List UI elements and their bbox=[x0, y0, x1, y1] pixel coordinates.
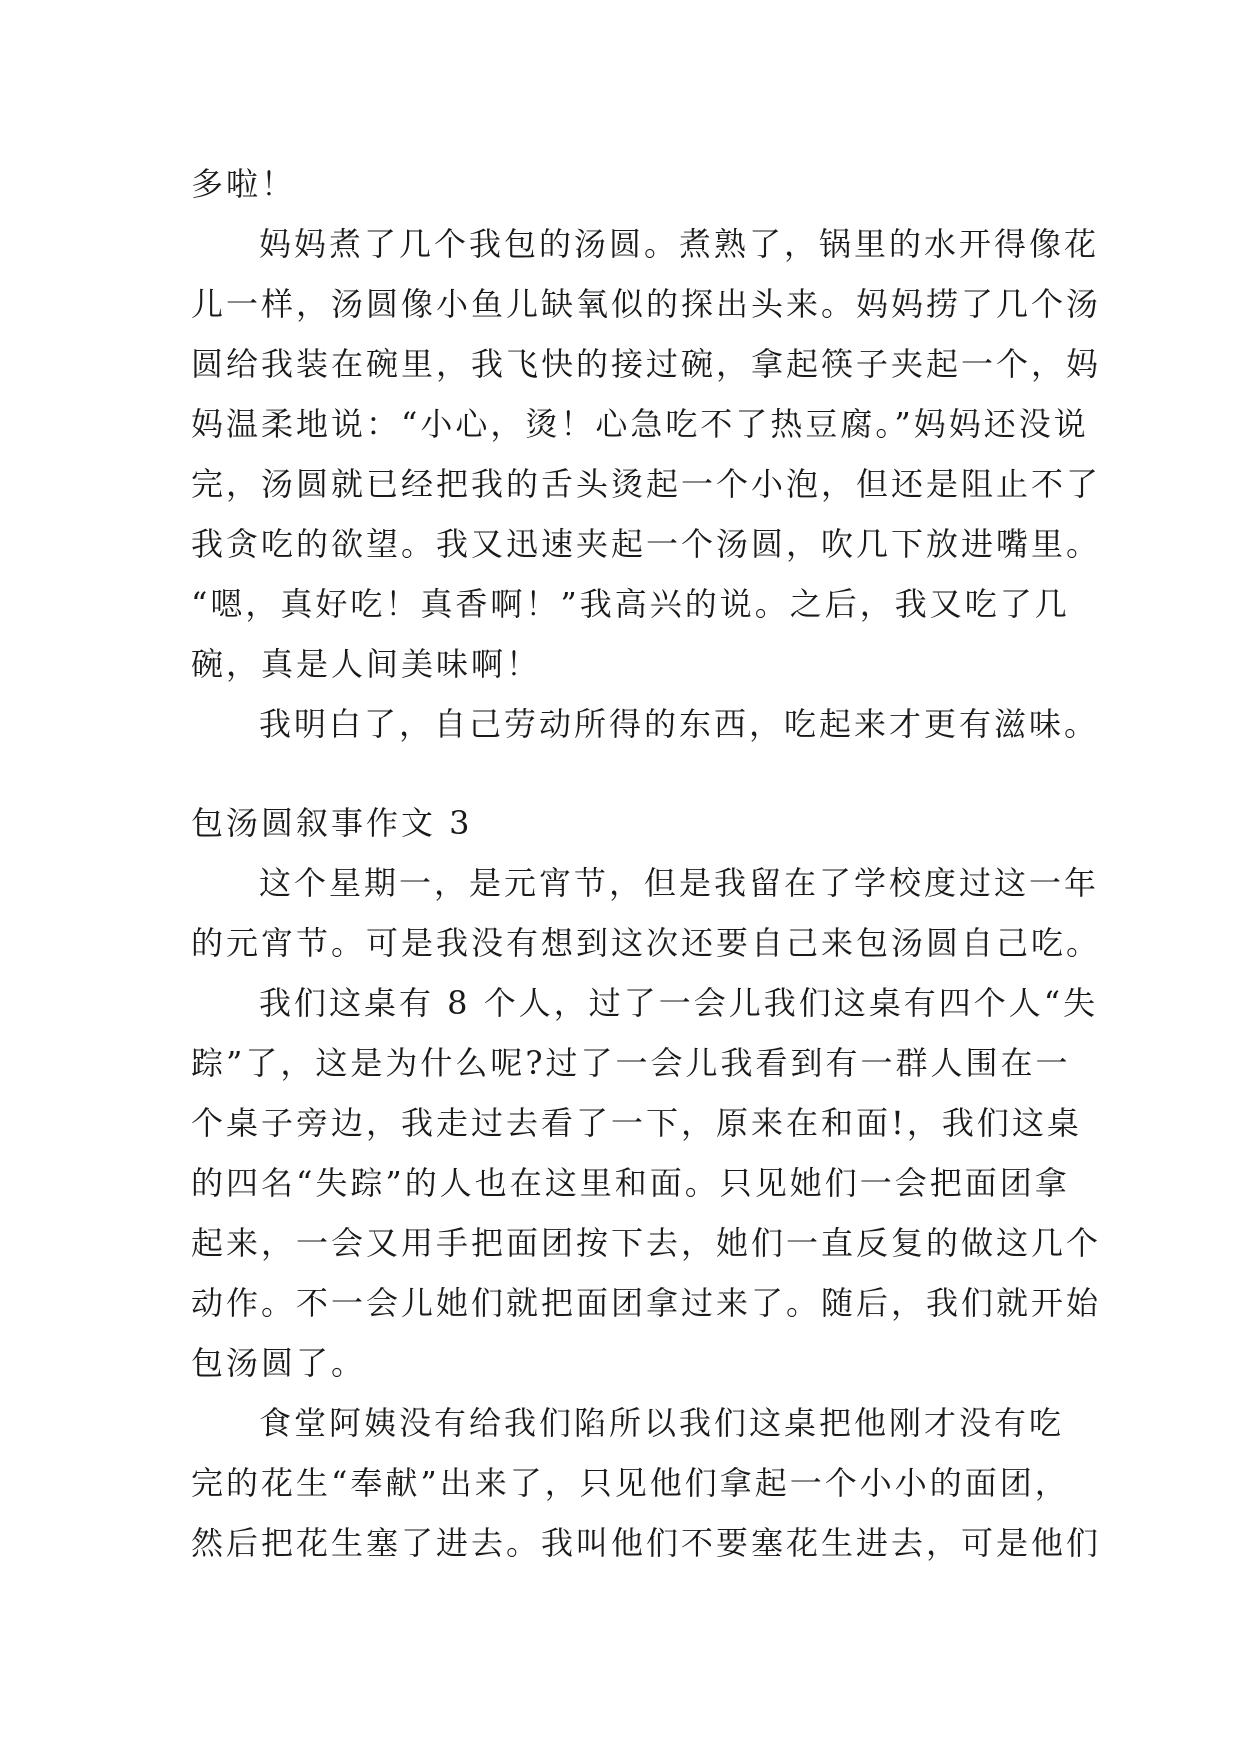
paragraph-start-line: 我明白了，自己劳动所得的东西，吃起来才更有滋味。 bbox=[259, 705, 1100, 743]
text-line: 包汤圆了。 bbox=[191, 1344, 367, 1382]
text-line: 我贪吃的欲望。我又迅速夹起一个汤圆，吹几下放进嘴里。 bbox=[191, 525, 1102, 563]
section-2-text bbox=[191, 793, 1102, 1573]
paragraph-start-line: 我们这桌有 8 个人，过了一会儿我们这桌有四个人“失 bbox=[259, 984, 1099, 1022]
text-line: 妈温柔地说：“小心，烫！心急吃不了热豆腐。”妈妈还没说 bbox=[191, 405, 1089, 443]
text-line: 的元宵节。可是我没有想到这次还要自己来包汤圆自己吃。 bbox=[191, 924, 1102, 962]
text-line: 完，汤圆就已经把我的舌头烫起一个小泡，但还是阻止不了 bbox=[191, 465, 1102, 503]
text-line: 圆给我装在碗里，我飞快的接过碗，拿起筷子夹起一个，妈 bbox=[191, 345, 1102, 383]
paragraph-start-line: 妈妈煮了几个我包的汤圆。煮熟了，锅里的水开得像花 bbox=[259, 225, 1100, 263]
paragraph-start-line: 食堂阿姨没有给我们陷所以我们这桌把他刚才没有吃 bbox=[259, 1404, 1065, 1442]
text-line: 完的花生“奉献”出来了，只见他们拿起一个小小的面团， bbox=[191, 1464, 1070, 1502]
text-line: 踪”了，这是为什么呢?过了一会儿我看到有一群人围在一 bbox=[191, 1044, 1071, 1082]
text-line: 碗，真是人间美味啊！ bbox=[191, 645, 542, 683]
section-1-text bbox=[191, 154, 1102, 754]
section-title: 包汤圆叙事作文 3 bbox=[191, 804, 473, 842]
text-line: 起来，一会又用手把面团按下去，她们一直反复的做这几个 bbox=[191, 1224, 1102, 1262]
paragraph-start-line: 这个星期一，是元宵节，但是我留在了学校度过这一年 bbox=[259, 864, 1100, 902]
text-line: “嗯，真好吃！真香啊！”我高兴的说。之后，我又吃了几 bbox=[191, 585, 1070, 623]
text-line: 动作。不一会儿她们就把面团拿过来了。随后，我们就开始 bbox=[191, 1284, 1102, 1322]
text-line: 个桌子旁边，我走过去看了一下，原来在和面!，我们这桌 bbox=[191, 1104, 1082, 1142]
text-line: 的四名“失踪”的人也在这里和面。只见她们一会把面团拿 bbox=[191, 1164, 1070, 1202]
text-line: 然后把花生塞了进去。我叫他们不要塞花生进去，可是他们 bbox=[191, 1524, 1102, 1562]
text-line: 多啦！ bbox=[191, 165, 297, 203]
text-line: 儿一样，汤圆像小鱼儿缺氧似的探出头来。妈妈捞了几个汤 bbox=[191, 285, 1102, 323]
